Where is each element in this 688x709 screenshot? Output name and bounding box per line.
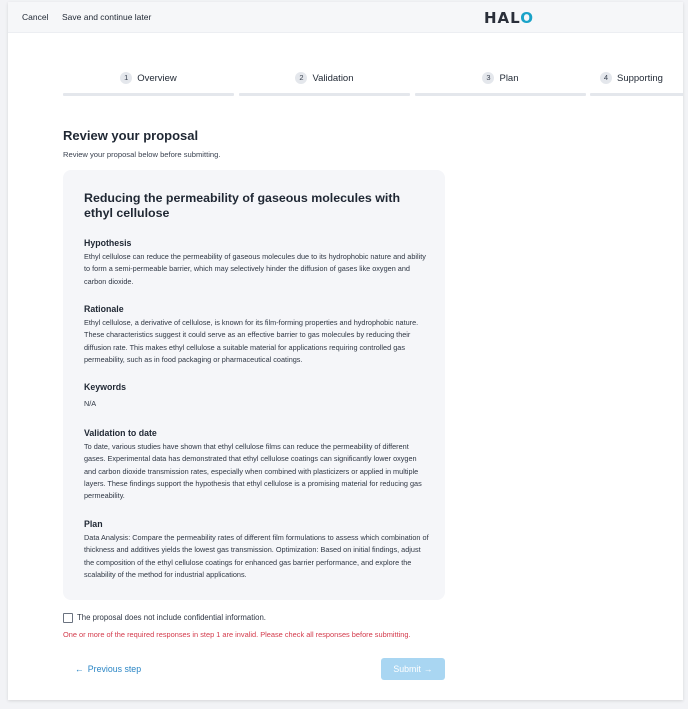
cancel-button[interactable]: Cancel: [22, 12, 49, 22]
previous-step-label: Previous step: [87, 664, 142, 674]
section-rationale: [84, 304, 429, 366]
validation-error-message: One or more of the required responses in step 1 are invalid. Please check all responses before submitting.: [63, 630, 411, 639]
step-validation[interactable]: [239, 72, 410, 96]
section-heading: Plan: [84, 519, 103, 529]
step-progress-bar: [415, 93, 586, 96]
step-name: Validation: [312, 73, 354, 84]
section-keywords: [84, 382, 429, 410]
section-body: To date, various studies have shown that ethyl cellulose films can reduce the permeability of different gases. Experimental data has demonstrated that ethyl cellulose coatings can significantly lower oxygen and carbon dioxide transmission rates, especially when combined with plasticizers or applied in multiple layers. These findings support the hypothesis that ethyl cellulose is a promising material for reducing gas permeability.: [84, 442, 422, 501]
step-number: 3: [482, 72, 494, 84]
submit-button[interactable]: [381, 658, 445, 680]
section-body: Data Analysis: Compare the permeability rates of different film formulations to assess which combination of thickness and additives yields the lowest gas transmission. Optimization: Based on initial findings, adjust the composition of the ethyl cellulose coatings for enhanced gas barrier performance, and explore the scalability of the method for industrial applications.: [84, 533, 429, 579]
step-progress-bar: [63, 93, 234, 96]
step-overview[interactable]: [63, 72, 234, 96]
section-body: Ethyl cellulose, a derivative of cellulose, is known for its film-forming properties and hydrophobic nature. These characteristics suggest it could serve as an effective barrier to gas molecules by reducing their diffusion rate. This makes ethyl cellulose a suitable material for applications requiring controlled gas permeability, such as in food packaging or pharmaceutical coatings.: [84, 318, 419, 364]
confidential-checkbox[interactable]: [63, 613, 73, 623]
arrow-right-icon: →: [423, 664, 433, 674]
section-body: Ethyl cellulose can reduce the permeability of gaseous molecules due to its hydrophobic nature and ability to form a semi-permeable barrier, which may selectively hinder the diffusion of gases like oxygen and carbon dioxide.: [84, 252, 426, 286]
top-bar: [8, 2, 683, 33]
section-heading: Hypothesis: [84, 238, 132, 248]
section-body: N/A: [84, 399, 97, 408]
logo-text: HAL: [484, 9, 521, 27]
section-heading: Rationale: [84, 304, 124, 314]
step-progress-bar: [590, 93, 683, 96]
step-number: 2: [295, 72, 307, 84]
page-subtitle: Review your proposal below before submitting.: [63, 150, 221, 159]
step-name: Supporting: [617, 73, 663, 84]
arrow-left-icon: ←: [75, 664, 84, 674]
app-frame: [8, 2, 683, 700]
step-label-validation: [239, 72, 410, 84]
stepper: [63, 72, 683, 96]
submit-label: Submit: [393, 664, 421, 674]
section-heading: Keywords: [84, 382, 127, 392]
step-number: 4: [600, 72, 612, 84]
halo-logo: [484, 9, 534, 27]
step-number: 1: [120, 72, 132, 84]
proposal-title: Reducing the permeability of gaseous molecules with ethyl cellulose: [84, 191, 401, 220]
step-label-overview: [63, 72, 234, 84]
previous-step-button[interactable]: [75, 664, 141, 674]
logo-accent-letter: O: [520, 9, 534, 27]
section-heading: Validation to date: [84, 428, 157, 438]
section-validation-to-date: [84, 428, 429, 502]
save-and-continue-later-button[interactable]: Save and continue later: [62, 12, 152, 22]
step-name: Plan: [499, 73, 519, 84]
step-name: Overview: [137, 73, 177, 84]
section-plan: [84, 519, 429, 581]
confidential-checkbox-label[interactable]: The proposal does not include confidential information.: [77, 613, 266, 622]
step-progress-bar: [239, 93, 410, 96]
page-title: Review your proposal: [63, 128, 199, 143]
step-plan[interactable]: [415, 72, 586, 96]
step-label-supporting: [590, 72, 683, 84]
proposal-summary-card: [63, 170, 445, 600]
step-supporting[interactable]: [590, 72, 683, 96]
step-label-plan: [415, 72, 586, 84]
section-hypothesis: [84, 238, 429, 288]
